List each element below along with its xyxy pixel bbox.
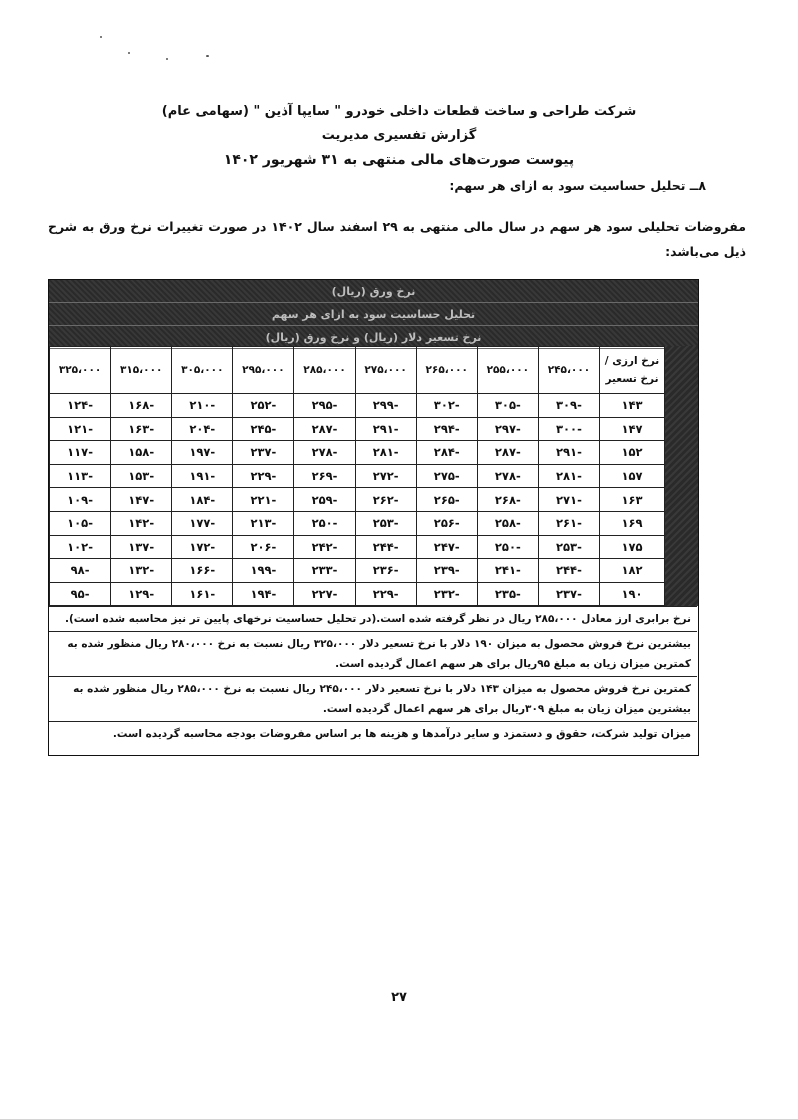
row-rate-cell: ۱۵۲	[600, 441, 665, 465]
value-cell: -۲۳۷	[538, 582, 599, 606]
column-header: ۲۷۵،۰۰۰	[355, 347, 416, 394]
value-cell: -۱۶۸	[111, 394, 172, 418]
report-header	[0, 100, 798, 172]
value-cell: -۱۹۴	[233, 582, 294, 606]
value-cell: -۲۳۷	[233, 441, 294, 465]
value-cell: -۲۶۸	[477, 488, 538, 512]
table-notes	[49, 606, 697, 746]
value-cell: -۲۹۹	[355, 394, 416, 418]
value-cell: -۲۳۹	[416, 559, 477, 583]
value-cell: -۲۵۰	[294, 511, 355, 535]
value-cell: -۲۴۷	[416, 535, 477, 559]
appendix-title: پیوست صورت‌های مالی منتهی به ۳۱ شهریور ۱۴۰۲	[223, 152, 575, 168]
value-cell: -۱۳۷	[111, 535, 172, 559]
corner-cell	[600, 347, 665, 394]
report-title: گزارش تفسیری مدیریت	[321, 128, 477, 143]
value-cell: -۱۱۷	[50, 441, 111, 465]
sensitivity-table	[49, 346, 665, 606]
table-row	[50, 464, 665, 488]
column-header: ۲۶۵،۰۰۰	[416, 347, 477, 394]
value-cell: -۲۶۱	[538, 511, 599, 535]
value-cell: -۲۷۸	[477, 464, 538, 488]
value-cell: -۲۵۰	[477, 535, 538, 559]
value-cell: -۱۰۵	[50, 511, 111, 535]
value-cell: -۲۷۵	[416, 464, 477, 488]
value-cell: -۲۲۱	[233, 488, 294, 512]
note-lowest-rate: کمترین نرخ فروش محصول به میزان ۱۴۳ دلار با نرخ تسعیر دلار ۲۴۵،۰۰۰ ریال نسبت به نرخ ۲۸۵،۰۰۰ ریال منظور شده به بیشترین میزان زیان به مبلغ ۳۰۹ریال برای هر سهم اعمال گردیده است.	[49, 676, 697, 721]
scan-speck	[128, 52, 130, 54]
value-cell: -۲۵۳	[355, 511, 416, 535]
value-cell: -۲۷۲	[355, 464, 416, 488]
value-cell: -۲۴۵	[233, 417, 294, 441]
intro-paragraph: مفروضات تحلیلی سود هر سهم در سال مالی منتهی به ۲۹ اسفند سال ۱۴۰۲ در صورت تغییرات نرخ ورق به شرح ذیل می‌باشد:	[48, 219, 746, 259]
value-cell: -۲۳۳	[294, 559, 355, 583]
corner-label: نرخ تسعیر	[605, 373, 659, 385]
value-cell: -۲۸۷	[294, 417, 355, 441]
value-cell: -۲۹۴	[416, 417, 477, 441]
value-cell: -۲۸۱	[538, 464, 599, 488]
value-cell: -۲۸۱	[355, 441, 416, 465]
value-cell: -۹۵	[50, 582, 111, 606]
table-row	[50, 511, 665, 535]
value-cell: -۲۳۵	[477, 582, 538, 606]
table-header-row	[50, 347, 665, 394]
table-row	[50, 559, 665, 583]
value-cell: -۱۵۸	[111, 441, 172, 465]
row-rate-cell: ۱۴۳	[600, 394, 665, 418]
row-rate-cell: ۱۷۵	[600, 535, 665, 559]
scan-speck	[206, 55, 209, 57]
value-cell: -۱۵۳	[111, 464, 172, 488]
value-cell: -۲۵۸	[477, 511, 538, 535]
value-cell: -۲۵۹	[294, 488, 355, 512]
value-cell: -۱۴۷	[111, 488, 172, 512]
value-cell: -۳۰۲	[416, 394, 477, 418]
banner-row: نرخ ورق (ریال)	[49, 280, 698, 303]
value-cell: -۲۱۳	[233, 511, 294, 535]
scan-speck	[100, 36, 102, 38]
banner-row: تحلیل حساسیت سود به ازای هر سهم	[49, 303, 698, 326]
banner-row: نرخ تسعیر دلار (ریال) و نرخ ورق (ریال)	[49, 326, 698, 349]
value-cell: -۲۰۶	[233, 535, 294, 559]
value-cell: -۱۷۷	[172, 511, 233, 535]
section-title: ۸ــ تحلیل حساسیت سود به ازای هر سهم:	[449, 178, 706, 193]
value-cell: -۱۰۹	[50, 488, 111, 512]
value-cell: -۲۲۹	[355, 582, 416, 606]
page-number: ۲۷	[391, 990, 407, 1005]
table-side-band	[665, 346, 698, 606]
company-name: شرکت طراحی و ساخت قطعات داخلی خودرو " سایپا آذین " (سهامی عام)	[161, 104, 637, 119]
row-rate-cell: ۱۶۹	[600, 511, 665, 535]
row-rate-cell: ۱۶۳	[600, 488, 665, 512]
column-header: ۳۲۵،۰۰۰	[50, 347, 111, 394]
row-rate-cell: ۱۵۷	[600, 464, 665, 488]
value-cell: -۱۸۴	[172, 488, 233, 512]
note-highest-rate: بیشترین نرخ فروش محصول به میزان ۱۹۰ دلار با نرخ تسعیر دلار ۳۲۵،۰۰۰ ریال نسبت به نرخ ۲۸۰،۰۰۰ ریال منظور شده به کمترین میزان زیان به مبلغ ۹۵ریال برای هر سهم اعمال گردیده است.	[49, 631, 697, 676]
table-row	[50, 394, 665, 418]
value-cell: -۳۰۹	[538, 394, 599, 418]
value-cell: -۱۶۳	[111, 417, 172, 441]
table-row	[50, 488, 665, 512]
value-cell: -۲۲۷	[294, 582, 355, 606]
value-cell: -۲۹۵	[294, 394, 355, 418]
column-header: ۲۸۵،۰۰۰	[294, 347, 355, 394]
value-cell: -۲۸۴	[416, 441, 477, 465]
value-cell: -۹۸	[50, 559, 111, 583]
value-cell: -۱۶۱	[172, 582, 233, 606]
column-header: ۲۴۵،۰۰۰	[538, 347, 599, 394]
value-cell: -۲۵۶	[416, 511, 477, 535]
value-cell: -۲۵۲	[233, 394, 294, 418]
value-cell: -۲۳۶	[355, 559, 416, 583]
value-cell: -۳۰۵	[477, 394, 538, 418]
value-cell: -۱۹۷	[172, 441, 233, 465]
note-budget-assumptions: میزان تولید شرکت، حقوق و دستمزد و سایر درآمدها و هزینه ها بر اساس مفروضات بودجه محاسبه گردیده است.	[49, 721, 697, 746]
note-exchange-rate: نرخ برابری ارز معادل ۲۸۵،۰۰۰ ریال در نظر گرفته شده است.(در تحلیل حساسیت نرخهای پایین تر نیز محاسبه شده است).	[49, 606, 697, 631]
value-cell: -۲۴۴	[538, 559, 599, 583]
table-banner	[49, 280, 698, 346]
value-cell: -۱۲۱	[50, 417, 111, 441]
value-cell: -۲۶۹	[294, 464, 355, 488]
value-cell: -۱۳۲	[111, 559, 172, 583]
value-cell: -۲۶۵	[416, 488, 477, 512]
value-cell: -۲۱۰	[172, 394, 233, 418]
scan-speck	[166, 58, 168, 60]
value-cell: -۲۵۳	[538, 535, 599, 559]
value-cell: -۲۶۲	[355, 488, 416, 512]
value-cell: -۱۹۹	[233, 559, 294, 583]
value-cell: -۱۴۲	[111, 511, 172, 535]
value-cell: -۲۷۸	[294, 441, 355, 465]
value-cell: -۱۹۱	[172, 464, 233, 488]
value-cell: -۲۹۷	[477, 417, 538, 441]
table-row	[50, 535, 665, 559]
value-cell: -۲۴۲	[294, 535, 355, 559]
table-body	[50, 394, 665, 606]
value-cell: -۱۲۴	[50, 394, 111, 418]
column-header: ۲۵۵،۰۰۰	[477, 347, 538, 394]
row-rate-cell: ۱۴۷	[600, 417, 665, 441]
sensitivity-table-box	[48, 279, 699, 756]
value-cell: -۲۹۱	[355, 417, 416, 441]
table-row	[50, 441, 665, 465]
value-cell: -۲۷۱	[538, 488, 599, 512]
value-cell: -۲۳۲	[416, 582, 477, 606]
value-cell: -۱۱۳	[50, 464, 111, 488]
value-cell: -۱۶۶	[172, 559, 233, 583]
row-rate-cell: ۱۹۰	[600, 582, 665, 606]
value-cell: -۱۲۹	[111, 582, 172, 606]
table-row	[50, 582, 665, 606]
value-cell: -۲۴۴	[355, 535, 416, 559]
column-header: ۳۰۵،۰۰۰	[172, 347, 233, 394]
row-rate-cell: ۱۸۲	[600, 559, 665, 583]
value-cell: -۲۴۱	[477, 559, 538, 583]
value-cell: -۲۲۹	[233, 464, 294, 488]
value-cell: -۱۰۲	[50, 535, 111, 559]
value-cell: -۱۷۲	[172, 535, 233, 559]
value-cell: -۲۹۱	[538, 441, 599, 465]
table-row	[50, 417, 665, 441]
value-cell: -۲۰۴	[172, 417, 233, 441]
column-header: ۲۹۵،۰۰۰	[233, 347, 294, 394]
column-header: ۳۱۵،۰۰۰	[111, 347, 172, 394]
value-cell: -۲۸۷	[477, 441, 538, 465]
value-cell: -۳۰۰	[538, 417, 599, 441]
corner-label: نرخ ارزی /	[604, 355, 660, 367]
